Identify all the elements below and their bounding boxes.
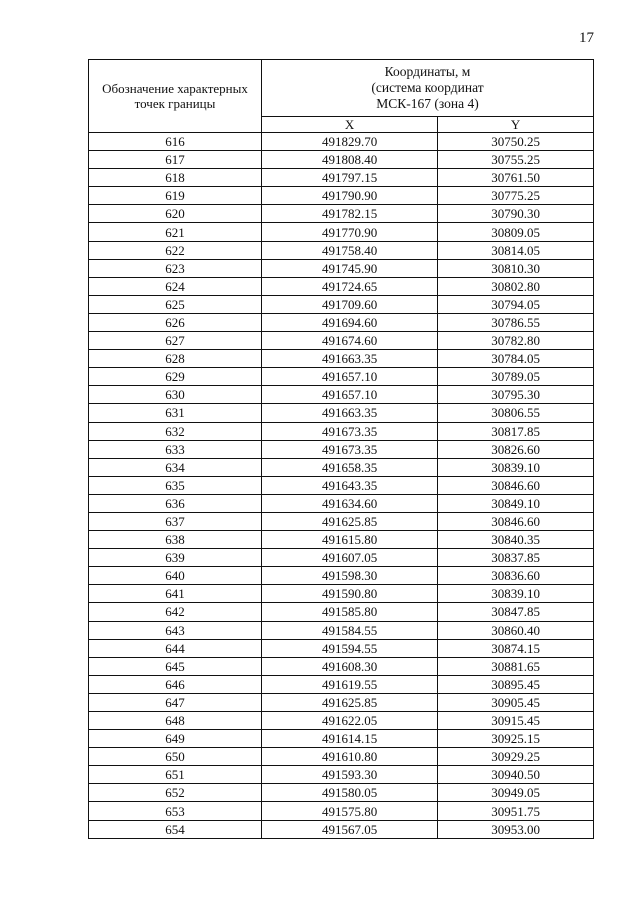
coordinates-table bbox=[88, 59, 594, 839]
y-coordinate-cell: 30839.10 bbox=[438, 585, 594, 603]
x-coordinate-cell: 491829.70 bbox=[262, 133, 438, 151]
x-coordinate-cell: 491770.90 bbox=[262, 223, 438, 241]
y-coordinate-cell: 30849.10 bbox=[438, 494, 594, 512]
point-number-cell: 626 bbox=[89, 313, 262, 331]
table-row bbox=[89, 730, 594, 748]
y-coordinate-cell: 30925.15 bbox=[438, 730, 594, 748]
x-coordinate-cell: 491567.05 bbox=[262, 820, 438, 838]
x-coordinate-cell: 491790.90 bbox=[262, 187, 438, 205]
x-coordinate-cell: 491598.30 bbox=[262, 567, 438, 585]
x-coordinate-cell: 491643.35 bbox=[262, 476, 438, 494]
point-number-cell: 652 bbox=[89, 784, 262, 802]
point-number-cell: 646 bbox=[89, 675, 262, 693]
table-row bbox=[89, 151, 594, 169]
y-coordinate-cell: 30750.25 bbox=[438, 133, 594, 151]
x-coordinate-cell: 491590.80 bbox=[262, 585, 438, 603]
table-row bbox=[89, 313, 594, 331]
x-coordinate-cell: 491580.05 bbox=[262, 784, 438, 802]
x-coordinate-cell: 491585.80 bbox=[262, 603, 438, 621]
table-row bbox=[89, 404, 594, 422]
x-coordinate-cell: 491619.55 bbox=[262, 675, 438, 693]
y-coordinate-cell: 30847.85 bbox=[438, 603, 594, 621]
point-number-cell: 634 bbox=[89, 458, 262, 476]
point-number-cell: 631 bbox=[89, 404, 262, 422]
x-coordinate-cell: 491694.60 bbox=[262, 313, 438, 331]
point-number-cell: 649 bbox=[89, 730, 262, 748]
x-coordinate-cell: 491797.15 bbox=[262, 169, 438, 187]
point-number-cell: 630 bbox=[89, 386, 262, 404]
table-row bbox=[89, 295, 594, 313]
point-number-cell: 648 bbox=[89, 712, 262, 730]
point-number-cell: 616 bbox=[89, 133, 262, 151]
y-coordinate-cell: 30826.60 bbox=[438, 440, 594, 458]
table-row bbox=[89, 422, 594, 440]
x-coordinate-cell: 491663.35 bbox=[262, 404, 438, 422]
y-coordinate-cell: 30794.05 bbox=[438, 295, 594, 313]
point-number-cell: 636 bbox=[89, 494, 262, 512]
table-row bbox=[89, 820, 594, 838]
table-row bbox=[89, 531, 594, 549]
header-coordinates-line2: (система координат bbox=[371, 80, 484, 95]
table-row bbox=[89, 585, 594, 603]
x-coordinate-cell: 491782.15 bbox=[262, 205, 438, 223]
y-coordinate-cell: 30895.45 bbox=[438, 675, 594, 693]
x-coordinate-cell: 491657.10 bbox=[262, 368, 438, 386]
table-row bbox=[89, 802, 594, 820]
table-row bbox=[89, 603, 594, 621]
x-coordinate-cell: 491658.35 bbox=[262, 458, 438, 476]
point-number-cell: 624 bbox=[89, 277, 262, 295]
table-row bbox=[89, 169, 594, 187]
y-coordinate-cell: 30881.65 bbox=[438, 657, 594, 675]
table-row bbox=[89, 277, 594, 295]
table-row bbox=[89, 494, 594, 512]
y-coordinate-cell: 30795.30 bbox=[438, 386, 594, 404]
table-row bbox=[89, 567, 594, 585]
table-row bbox=[89, 187, 594, 205]
header-coordinates bbox=[262, 60, 594, 117]
header-point-designation: Обозначение характерных точек границы bbox=[89, 60, 262, 133]
x-coordinate-cell: 491758.40 bbox=[262, 241, 438, 259]
y-coordinate-cell: 30874.15 bbox=[438, 639, 594, 657]
y-coordinate-cell: 30846.60 bbox=[438, 512, 594, 530]
header-coordinates-line1: Координаты, м bbox=[384, 64, 471, 79]
table-row bbox=[89, 693, 594, 711]
x-coordinate-cell: 491663.35 bbox=[262, 350, 438, 368]
y-coordinate-cell: 30837.85 bbox=[438, 549, 594, 567]
y-coordinate-cell: 30836.60 bbox=[438, 567, 594, 585]
point-number-cell: 637 bbox=[89, 512, 262, 530]
x-coordinate-cell: 491709.60 bbox=[262, 295, 438, 313]
x-coordinate-cell: 491634.60 bbox=[262, 494, 438, 512]
y-coordinate-cell: 30840.35 bbox=[438, 531, 594, 549]
point-number-cell: 654 bbox=[89, 820, 262, 838]
point-number-cell: 620 bbox=[89, 205, 262, 223]
x-coordinate-cell: 491673.35 bbox=[262, 440, 438, 458]
y-coordinate-cell: 30839.10 bbox=[438, 458, 594, 476]
y-coordinate-cell: 30786.55 bbox=[438, 313, 594, 331]
point-number-cell: 638 bbox=[89, 531, 262, 549]
y-coordinate-cell: 30846.60 bbox=[438, 476, 594, 494]
x-coordinate-cell: 491625.85 bbox=[262, 512, 438, 530]
x-coordinate-cell: 491608.30 bbox=[262, 657, 438, 675]
point-number-cell: 619 bbox=[89, 187, 262, 205]
table-row bbox=[89, 639, 594, 657]
point-number-cell: 625 bbox=[89, 295, 262, 313]
y-coordinate-cell: 30789.05 bbox=[438, 368, 594, 386]
point-number-cell: 639 bbox=[89, 549, 262, 567]
x-coordinate-cell: 491657.10 bbox=[262, 386, 438, 404]
table-row bbox=[89, 675, 594, 693]
point-number-cell: 653 bbox=[89, 802, 262, 820]
header-x: X bbox=[262, 117, 438, 133]
table-row bbox=[89, 205, 594, 223]
point-number-cell: 617 bbox=[89, 151, 262, 169]
point-number-cell: 651 bbox=[89, 766, 262, 784]
table-row bbox=[89, 766, 594, 784]
table-row bbox=[89, 332, 594, 350]
y-coordinate-cell: 30810.30 bbox=[438, 259, 594, 277]
x-coordinate-cell: 491622.05 bbox=[262, 712, 438, 730]
table-row bbox=[89, 621, 594, 639]
point-number-cell: 643 bbox=[89, 621, 262, 639]
y-coordinate-cell: 30905.45 bbox=[438, 693, 594, 711]
point-number-cell: 642 bbox=[89, 603, 262, 621]
y-coordinate-cell: 30814.05 bbox=[438, 241, 594, 259]
point-number-cell: 644 bbox=[89, 639, 262, 657]
point-number-cell: 641 bbox=[89, 585, 262, 603]
x-coordinate-cell: 491724.65 bbox=[262, 277, 438, 295]
y-coordinate-cell: 30860.40 bbox=[438, 621, 594, 639]
x-coordinate-cell: 491594.55 bbox=[262, 639, 438, 657]
y-coordinate-cell: 30951.75 bbox=[438, 802, 594, 820]
x-coordinate-cell: 491745.90 bbox=[262, 259, 438, 277]
y-coordinate-cell: 30775.25 bbox=[438, 187, 594, 205]
table-row bbox=[89, 133, 594, 151]
x-coordinate-cell: 491808.40 bbox=[262, 151, 438, 169]
point-number-cell: 640 bbox=[89, 567, 262, 585]
point-number-cell: 632 bbox=[89, 422, 262, 440]
y-coordinate-cell: 30802.80 bbox=[438, 277, 594, 295]
y-coordinate-cell: 30782.80 bbox=[438, 332, 594, 350]
point-number-cell: 650 bbox=[89, 748, 262, 766]
x-coordinate-cell: 491607.05 bbox=[262, 549, 438, 567]
table-row bbox=[89, 657, 594, 675]
y-coordinate-cell: 30953.00 bbox=[438, 820, 594, 838]
table-row bbox=[89, 549, 594, 567]
table-row bbox=[89, 259, 594, 277]
x-coordinate-cell: 491575.80 bbox=[262, 802, 438, 820]
table-row bbox=[89, 241, 594, 259]
y-coordinate-cell: 30755.25 bbox=[438, 151, 594, 169]
point-number-cell: 628 bbox=[89, 350, 262, 368]
point-number-cell: 647 bbox=[89, 693, 262, 711]
table-row bbox=[89, 223, 594, 241]
point-number-cell: 618 bbox=[89, 169, 262, 187]
point-number-cell: 627 bbox=[89, 332, 262, 350]
table-row bbox=[89, 386, 594, 404]
page-number: 17 bbox=[579, 30, 594, 46]
point-number-cell: 645 bbox=[89, 657, 262, 675]
y-coordinate-cell: 30761.50 bbox=[438, 169, 594, 187]
y-coordinate-cell: 30940.50 bbox=[438, 766, 594, 784]
header-y: Y bbox=[438, 117, 594, 133]
y-coordinate-cell: 30915.45 bbox=[438, 712, 594, 730]
point-number-cell: 635 bbox=[89, 476, 262, 494]
x-coordinate-cell: 491615.80 bbox=[262, 531, 438, 549]
point-number-cell: 622 bbox=[89, 241, 262, 259]
table-row bbox=[89, 712, 594, 730]
y-coordinate-cell: 30929.25 bbox=[438, 748, 594, 766]
y-coordinate-cell: 30809.05 bbox=[438, 223, 594, 241]
point-number-cell: 629 bbox=[89, 368, 262, 386]
table-body bbox=[89, 133, 594, 839]
point-number-cell: 623 bbox=[89, 259, 262, 277]
y-coordinate-cell: 30949.05 bbox=[438, 784, 594, 802]
x-coordinate-cell: 491610.80 bbox=[262, 748, 438, 766]
y-coordinate-cell: 30817.85 bbox=[438, 422, 594, 440]
table-row bbox=[89, 440, 594, 458]
table-row bbox=[89, 784, 594, 802]
table-row bbox=[89, 748, 594, 766]
x-coordinate-cell: 491584.55 bbox=[262, 621, 438, 639]
table-row bbox=[89, 368, 594, 386]
x-coordinate-cell: 491674.60 bbox=[262, 332, 438, 350]
y-coordinate-cell: 30784.05 bbox=[438, 350, 594, 368]
y-coordinate-cell: 30806.55 bbox=[438, 404, 594, 422]
table-row bbox=[89, 512, 594, 530]
table-row bbox=[89, 476, 594, 494]
x-coordinate-cell: 491673.35 bbox=[262, 422, 438, 440]
x-coordinate-cell: 491614.15 bbox=[262, 730, 438, 748]
header-coordinates-line3: МСК-167 (зона 4) bbox=[376, 96, 479, 111]
y-coordinate-cell: 30790.30 bbox=[438, 205, 594, 223]
point-number-cell: 633 bbox=[89, 440, 262, 458]
x-coordinate-cell: 491625.85 bbox=[262, 693, 438, 711]
x-coordinate-cell: 491593.30 bbox=[262, 766, 438, 784]
table-row bbox=[89, 350, 594, 368]
table-row bbox=[89, 458, 594, 476]
point-number-cell: 621 bbox=[89, 223, 262, 241]
